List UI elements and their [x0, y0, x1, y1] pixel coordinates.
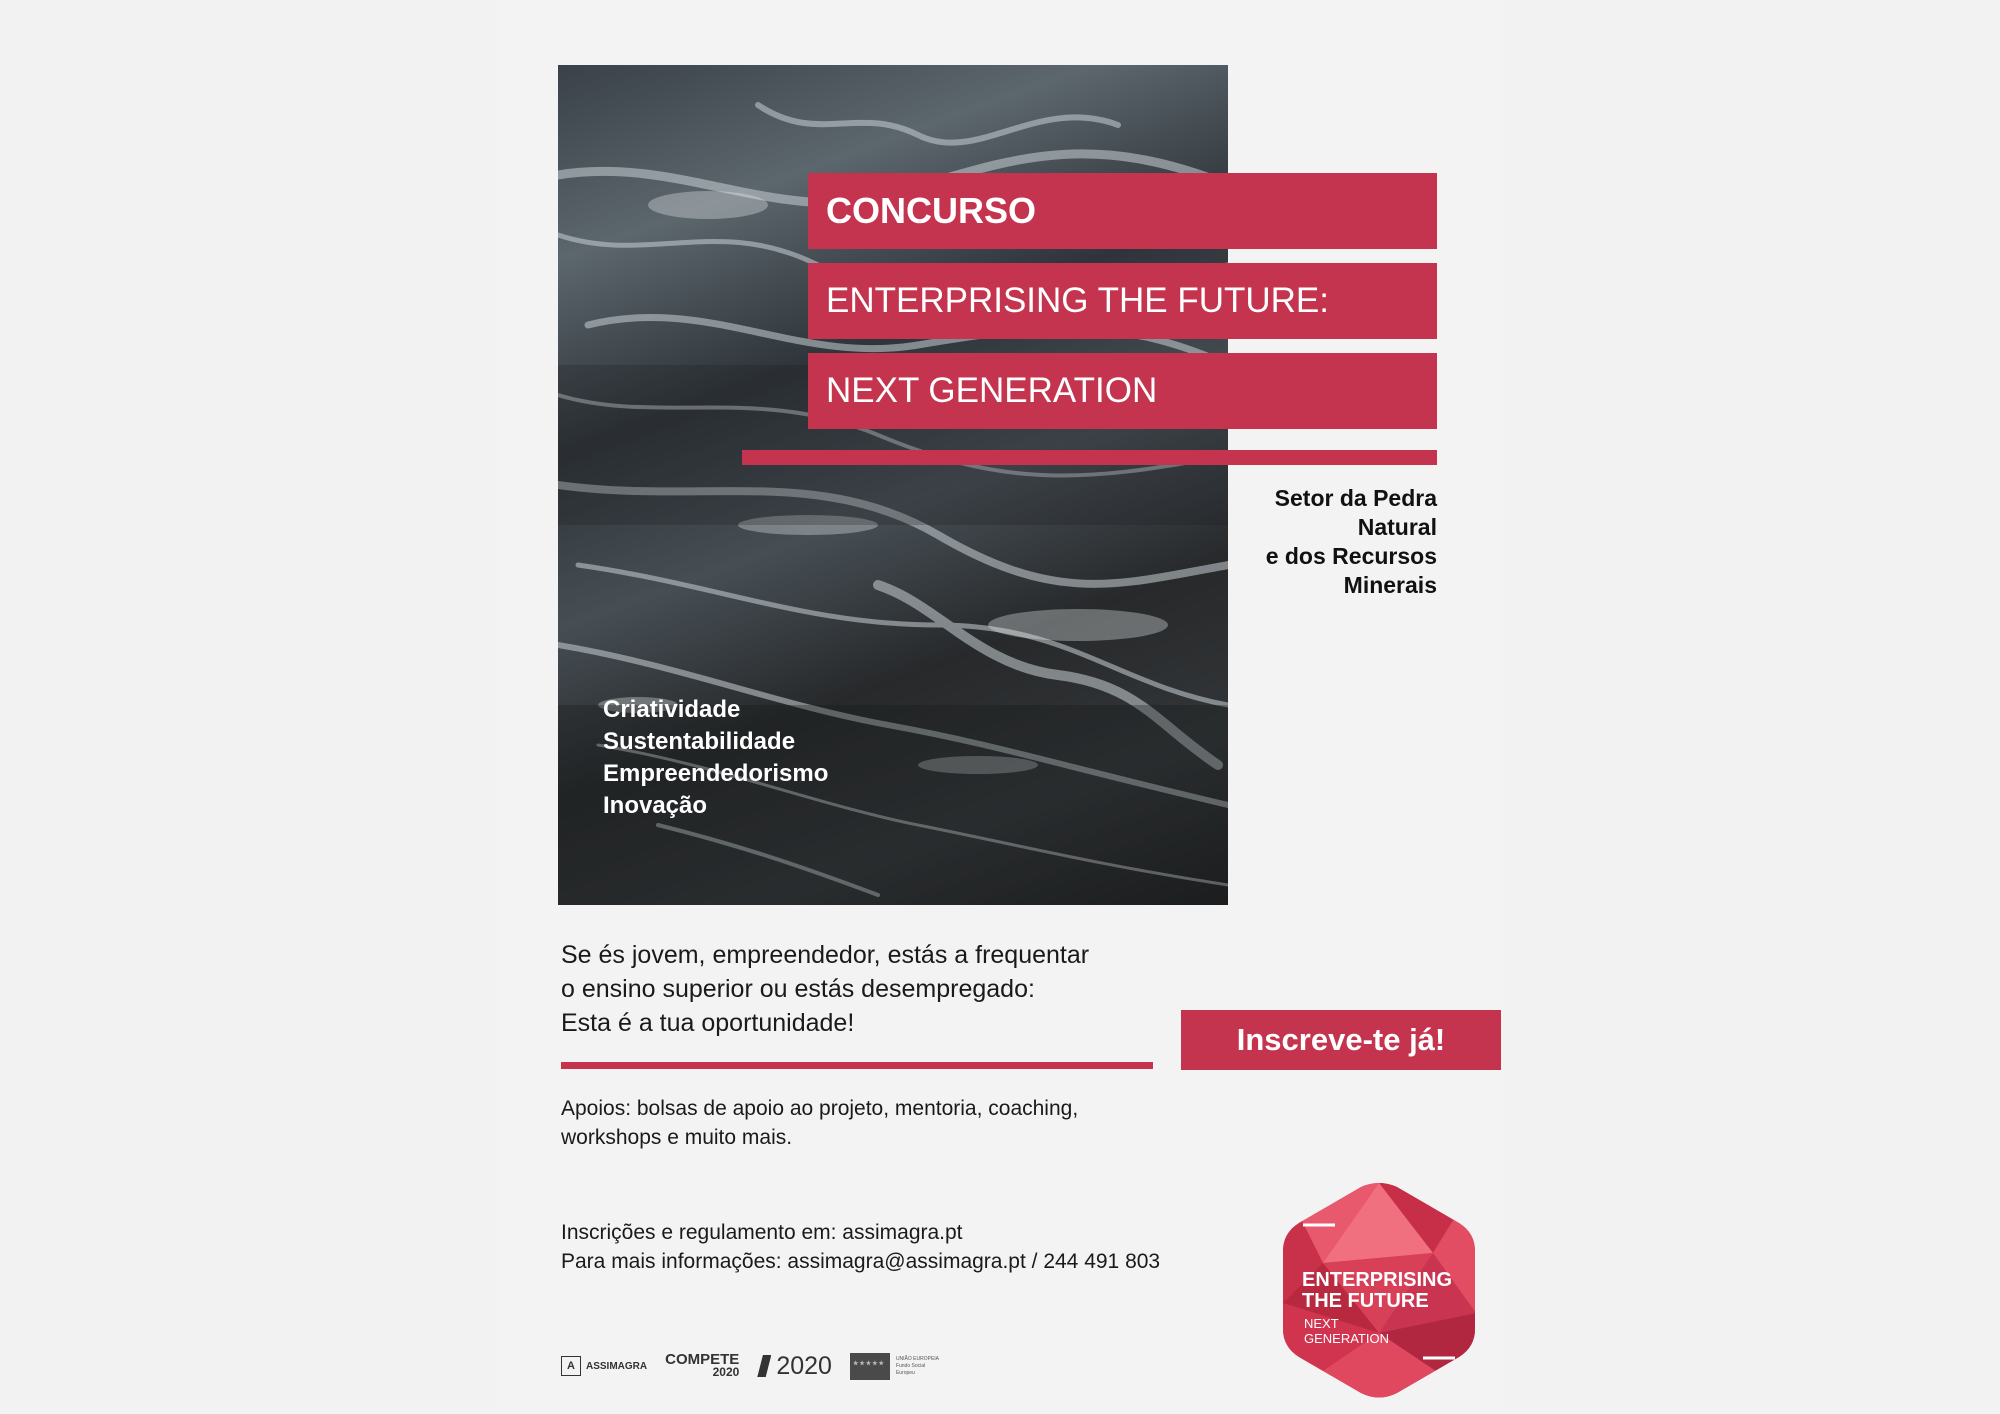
assimagra-logo — [561, 1356, 647, 1376]
sector-line: Minerais — [1343, 572, 1437, 598]
signup-button[interactable]: Inscreve-te já! — [1181, 1010, 1501, 1070]
badge-line — [1302, 1316, 1452, 1346]
intro-text — [561, 938, 1089, 1040]
accent-divider-middle — [561, 1062, 1153, 1069]
intro-line: Esta é a tua oportunidade! — [561, 1009, 855, 1037]
support-line: workshops e muito mais. — [561, 1126, 793, 1149]
title-next-generation: NEXT GENERATION — [826, 371, 1158, 410]
badge-subline: NEXT — [1304, 1316, 1339, 1331]
support-text — [561, 1094, 1078, 1152]
sector-line: e dos Recursos — [1265, 543, 1437, 569]
assimagra-logo-text: ASSIMAGRA — [586, 1360, 648, 1372]
eu-logo — [850, 1353, 944, 1380]
compete-logo — [665, 1353, 739, 1379]
badge-subline: GENERATION — [1304, 1331, 1389, 1346]
badge-line: ENTERPRISING — [1302, 1269, 1453, 1291]
values-list — [603, 694, 828, 822]
badge-text — [1302, 1270, 1452, 1346]
title-enterprising: ENTERPRISING THE FUTURE: — [826, 281, 1330, 320]
sector-text — [1180, 484, 1437, 600]
title-band-next-generation — [808, 353, 1437, 429]
assimagra-mark-icon: A — [561, 1356, 581, 1376]
contact-text — [561, 1218, 1160, 1276]
eu-logo-text: UNIÃO EUROPEIA Fundo Social Europeu — [895, 1355, 939, 1376]
eu-flag-icon — [850, 1353, 890, 1380]
contact-line[interactable]: Para mais informações: assimagra@assimagra.pt / 244 491 803 — [561, 1250, 1161, 1273]
intro-line: o ensino superior ou estás desempregado: — [561, 975, 1035, 1003]
compete-logo-year: 2020 — [712, 1365, 740, 1379]
title-band-enterprising — [808, 263, 1437, 339]
title-concurso: CONCURSO — [826, 190, 1037, 231]
value-item: Inovação — [603, 792, 708, 819]
value-item: Criatividade — [603, 696, 741, 723]
compete-logo-text: COMPETE — [665, 1351, 740, 1368]
portugal2020-logo — [757, 1352, 832, 1381]
value-item: Sustentabilidade — [603, 728, 796, 755]
portugal2020-logo-text: 2020 — [776, 1351, 832, 1380]
sponsor-logos — [561, 1350, 944, 1382]
intro-line: Se és jovem, empreendedor, estás a frequentar — [561, 941, 1090, 969]
title-band-concurso — [808, 173, 1437, 249]
badge-line: THE FUTURE — [1302, 1290, 1429, 1312]
portugal2020-mark-icon — [757, 1355, 771, 1377]
support-line: Apoios: bolsas de apoio ao projeto, mentoria, coaching, — [561, 1097, 1079, 1120]
sector-line: Setor da Pedra — [1274, 485, 1437, 511]
accent-divider-top — [742, 450, 1437, 465]
contact-line[interactable]: Inscrições e regulamento em: assimagra.pt — [561, 1221, 963, 1244]
value-item: Empreendedorismo — [603, 760, 829, 787]
sector-line: Natural — [1357, 514, 1437, 540]
